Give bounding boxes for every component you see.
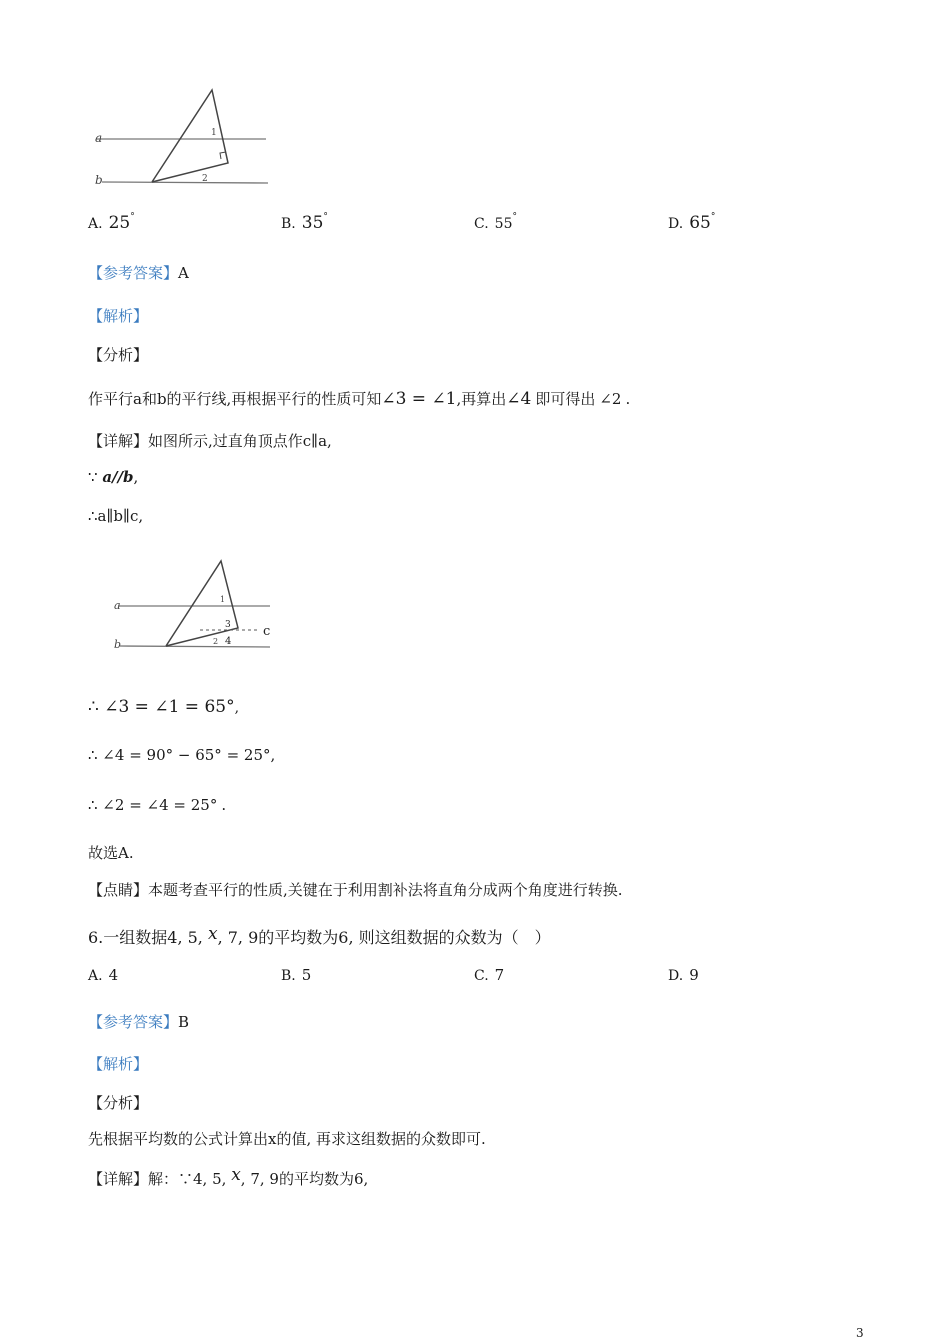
fig1-label-a: a [95, 131, 103, 145]
degree-sign: ° [323, 212, 328, 222]
step-equation: ∴ ∠4 = 90° − 65° = 25° [88, 746, 271, 764]
option-value: 5 [301, 966, 312, 984]
q5-analysis [88, 388, 630, 409]
q5-answer [88, 262, 189, 283]
fig1-mark-1: 1 [211, 128, 217, 138]
q6-jiexi-heading: 【解析】 [88, 1055, 149, 1073]
detail-text: , 7, 9的平均数为6, [240, 1170, 369, 1188]
q5-comment [88, 879, 623, 900]
because-end: , [133, 468, 139, 486]
q5-jiexi-heading: 【解析】 [88, 307, 149, 325]
fig1-mark-2: 2 [202, 174, 208, 184]
q6-option-d[interactable] [668, 966, 699, 984]
comment-text: 本题考查平行的性质,关键在于利用割补法将直角分成两个角度进行转换. [148, 881, 623, 899]
q5-because [88, 468, 138, 486]
option-c[interactable] [474, 212, 517, 232]
option-value: 65 [689, 213, 711, 233]
question-text: , 7, 9的平均数为6, 则这组数据的众数为（ ） [217, 928, 551, 947]
analysis-angle-2: ∠2 [599, 390, 622, 408]
degree-sign: ° [512, 212, 517, 222]
figure-parallel-lines-1 [90, 85, 275, 190]
q5-therefore-parallel: ∴a∥b∥c, [88, 507, 144, 525]
variable-x: x [231, 1165, 241, 1185]
detail-text: 解：∵4, 5, [148, 1170, 227, 1188]
fig2-label-a: a [114, 599, 121, 612]
q6-question [88, 924, 551, 948]
step-equation: ∴ ∠3 = ∠1 = 65° [88, 697, 235, 717]
q6-option-a[interactable] [88, 966, 118, 984]
option-letter: D. [668, 216, 684, 232]
option-value: 25 [108, 213, 131, 233]
detail-label: 【详解】 [88, 1170, 149, 1188]
analysis-angle-4: ∠4 [506, 389, 532, 409]
answer-value: B [178, 1013, 190, 1031]
detail-text: 如图所示,过直角顶点作c∥a, [148, 432, 332, 450]
fig2-mark-1: 1 [220, 595, 226, 604]
option-value: 9 [689, 966, 699, 984]
analysis-equation: ∠3 = ∠1 [381, 389, 457, 409]
answer-value: A [178, 264, 189, 282]
fig2-label-b: b [114, 638, 122, 651]
analysis-text: ,再算出 [456, 390, 507, 408]
because-symbol: ∵ [88, 468, 98, 486]
q6-answer [88, 1011, 189, 1032]
because-expression: a//b [102, 468, 134, 486]
figure-parallel-lines-2 [110, 556, 280, 656]
fig2-mark-2: 2 [213, 637, 219, 646]
q6-detail [88, 1165, 368, 1189]
step-end: , [270, 746, 276, 764]
page-number: 3 [856, 1326, 864, 1340]
q5-step-3 [88, 796, 226, 814]
q5-detail [88, 430, 332, 451]
option-value: 7 [494, 966, 505, 984]
fig2-mark-4: 4 [225, 636, 232, 647]
option-value: 55 [494, 216, 513, 232]
analysis-text: 作平行a和b的平行线,再根据平行的性质可知 [88, 390, 382, 408]
option-letter: C. [474, 216, 489, 232]
option-letter: B. [281, 968, 296, 984]
fig1-label-b: b [95, 173, 103, 187]
q5-choose: 故选A. [88, 844, 134, 862]
q5-step-2 [88, 746, 275, 764]
step-equation: ∴ ∠2 = ∠4 = 25° [88, 796, 218, 814]
fig2-label-c: c [263, 624, 271, 639]
degree-sign: ° [710, 212, 716, 222]
q5-fenxi-heading: 【分析】 [88, 346, 149, 364]
step-end: . [221, 796, 227, 814]
q6-analysis: 先根据平均数的公式计算出x的值, 再求这组数据的众数即可. [88, 1130, 486, 1148]
analysis-end: . [625, 390, 631, 408]
q6-fenxi-heading: 【分析】 [88, 1094, 149, 1112]
option-value: 4 [108, 966, 119, 984]
answer-label: 【参考答案】 [88, 1013, 179, 1031]
q6-option-c[interactable] [474, 966, 504, 984]
degree-sign: ° [130, 212, 135, 222]
option-value: 35 [301, 213, 324, 233]
option-b[interactable] [281, 212, 328, 233]
analysis-text: 即可得出 [535, 390, 596, 408]
option-d[interactable] [668, 212, 715, 233]
option-a[interactable] [88, 212, 135, 233]
fig2-mark-3: 3 [225, 620, 231, 630]
variable-x: x [207, 924, 218, 944]
option-letter: A. [88, 216, 103, 232]
answer-label: 【参考答案】 [88, 264, 179, 282]
option-letter: B. [281, 216, 296, 232]
q5-step-1 [88, 697, 239, 717]
step-end: , [234, 700, 240, 716]
option-letter: A. [88, 968, 103, 984]
detail-label: 【详解】 [88, 432, 149, 450]
comment-label: 【点睛】 [88, 881, 149, 899]
question-text: 6.一组数据4, 5, [88, 928, 203, 947]
option-letter: D. [668, 968, 684, 984]
q6-option-b[interactable] [281, 966, 311, 984]
option-letter: C. [474, 968, 489, 984]
